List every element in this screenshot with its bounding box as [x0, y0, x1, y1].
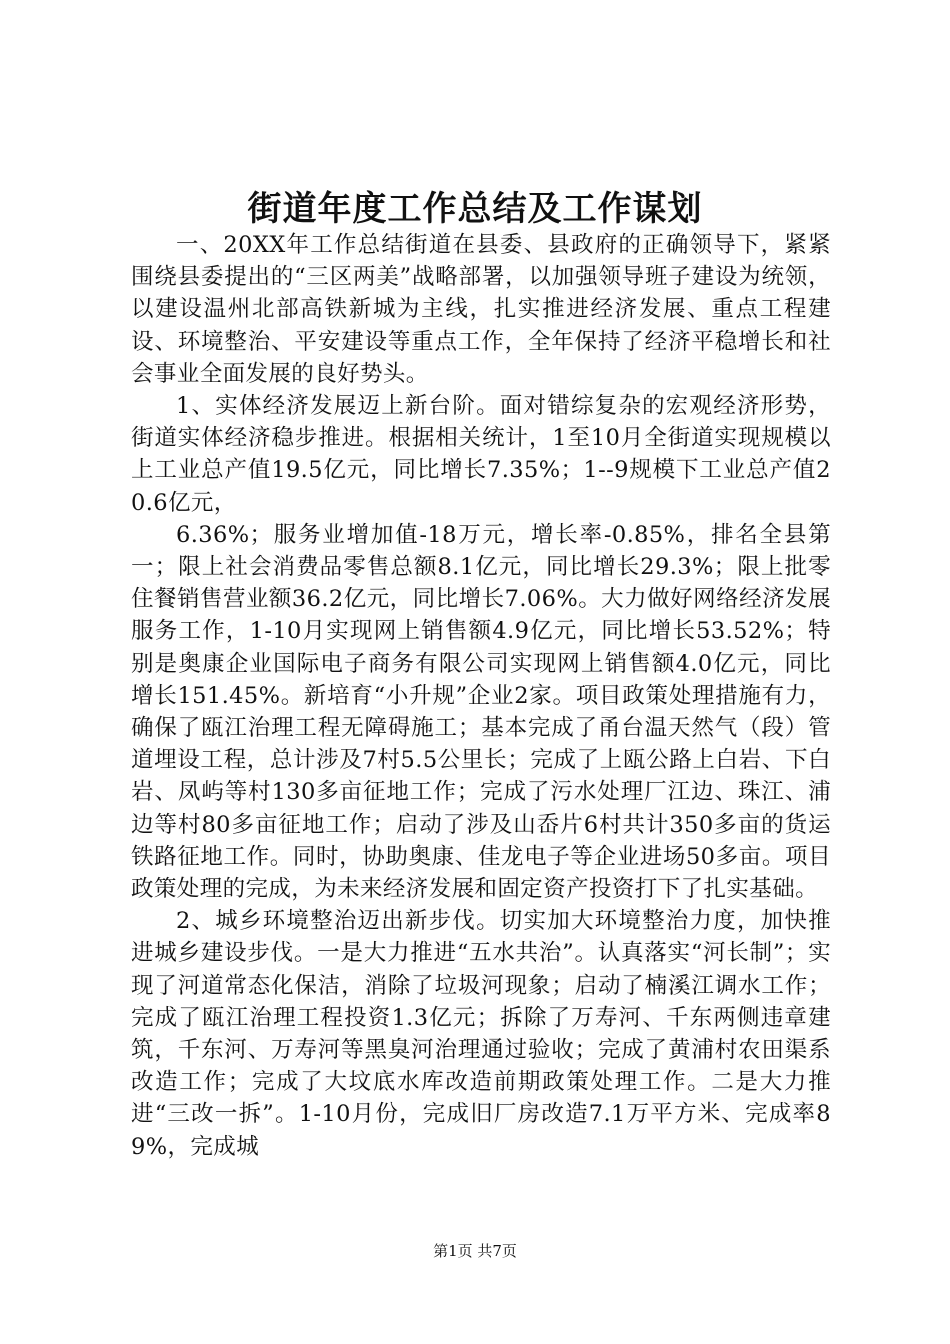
paragraph-environment: 2、城乡环境整治迈出新步伐。切实加大环境整治力度，加快推进城乡建设步伐。一是大力推进“五水共治”。认真落实“河长制”；实现了河道常态化保洁，消除了垃圾河现象；启动了楠溪江调水工作；完成了瓯江治理工程投资1.3亿元；拆除了万寿河、千东两侧违章建筑，千东河、万寿河等黑臭河治理通过验收；完成了黄浦村农田渠系改造工作；完成了大坟底水库改造前期政策处理工作。二是大力推进“三改一拆”。1-10月份，完成旧厂房改造7.1万平方米、完成率89%，完成城 — [131, 908, 831, 1160]
paragraph-economy: 1、实体经济发展迈上新台阶。面对错综复杂的宏观经济形势，街道实体经济稳步推进。根据相关统计，1至10月全街道实现规模以上工业总产值19.5亿元，同比增长7.35%；1--9规模下工业总产值20.6亿元， — [131, 393, 831, 516]
paragraph-economy-continued: 6.36%；服务业增加值-18万元，增长率-0.85%，排名全县第一；限上社会消费品零售总额8.1亿元，同比增长29.3%；限上批零住餐销售营业额36.2亿元，同比增长7.06%。大力做好网络经济发展服务工作，1-10月实现网上销售额4.9亿元，同比增长53.52%；特别是奥康企业国际电子商务有限公司实现网上销售额4.0亿元，同比增长151.45%。新培育“小升规”企业2家。项目政策处理措施有力，确保了瓯江治理工程无障碍施工；基本完成了甬台温天然气（段）管道埋设工程，总计涉及7村5.5公里长；完成了上瓯公路上白岩、下白岩、凤屿等村130多亩征地工作；完成了污水处理厂江边、珠江、浦边等村80多亩征地工作；启动了涉及山岙片6村共计350多亩的货运铁路征地工作。同时，协助奥康、佳龙电子等企业进场50多亩。项目政策处理的完成，为未来经济发展和固定资产投资打下了扎实基础。 — [131, 521, 831, 903]
paragraph-summary-intro: 一、20XX年工作总结街道在县委、县政府的正确领导下，紧紧围绕县委提出的“三区两美”战略部署，以加强领导班子建设为统领，以建设温州北部高铁新城为主线，扎实推进经济发展、重点工程建设、环境整治、平安建设等重点工作，全年保持了经济平稳增长和社会事业全面发展的良好势头。 — [131, 232, 831, 387]
document-title: 街道年度工作总结及工作谋划 — [247, 189, 703, 229]
page-footer: 第1页 共7页 — [433, 1242, 517, 1260]
document-body — [131, 229, 831, 1163]
